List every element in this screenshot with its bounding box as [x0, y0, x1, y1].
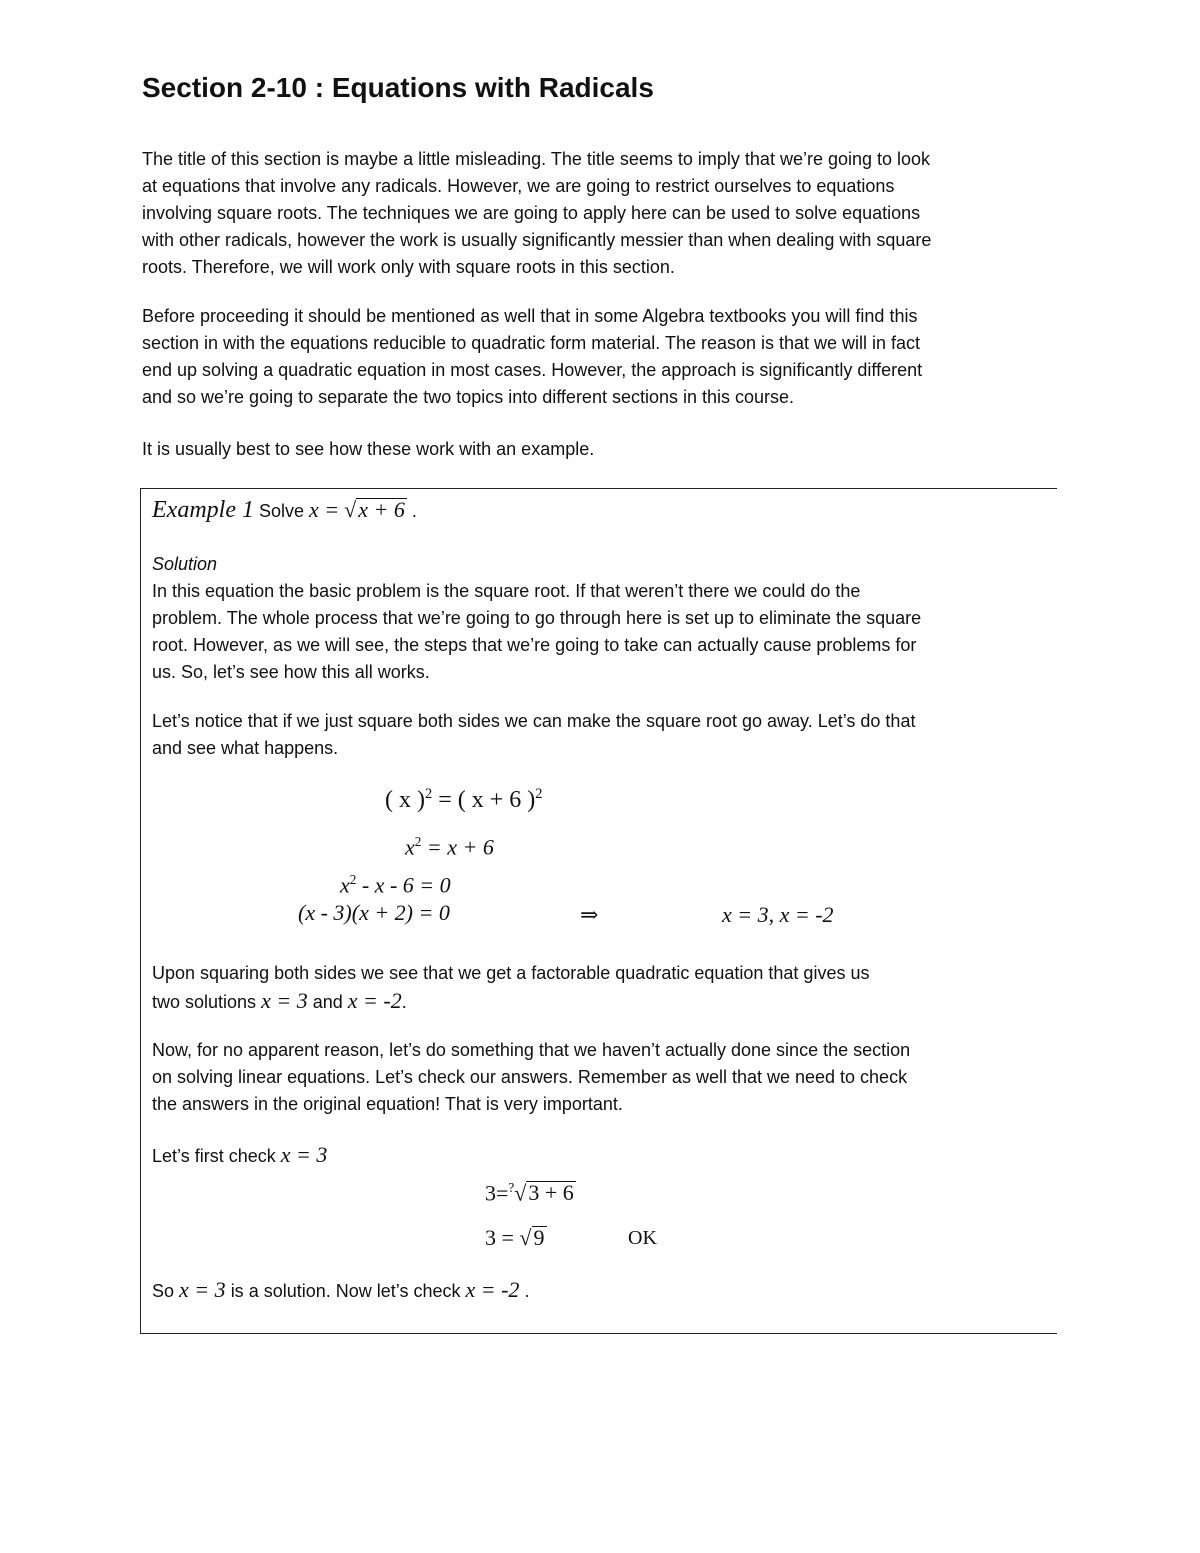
text-line: The title of this section is maybe a little misleading. The title seems to imply that we’re going to look — [142, 149, 931, 169]
solution-paragraph-1 — [152, 578, 1042, 686]
step-4: (x - 3)(x + 2) = 0 — [298, 900, 450, 925]
text-line: section in with the equations reducible to quadratic form material. The reason is that we will in fact — [142, 333, 921, 353]
text-line: Now, for no apparent reason, let’s do something that we haven’t actually done since the section — [152, 1040, 911, 1060]
text-line: us. So, let’s see how this all works. — [152, 662, 430, 682]
text-line: and see what happens. — [152, 738, 339, 758]
text-line: on solving linear equations. Let’s check our answers. Remember as well that we need to check — [152, 1067, 908, 1087]
step-4-result: x = 3, x = -2 — [722, 902, 834, 927]
period: . — [411, 501, 417, 521]
equation-lhs: x = — [309, 497, 340, 522]
equation-radicand: x + 6 — [358, 497, 405, 522]
step-1-right: ( x + 6 ) — [457, 787, 536, 813]
text-line: involving square roots. The techniques we are going to apply here can be used to solve equations — [142, 203, 921, 223]
example-label: Example 1 — [152, 497, 254, 523]
check-ok: OK — [628, 1227, 657, 1249]
step-3-rest: - x - 6 = 0 — [356, 872, 451, 898]
text-line: with other radicals, however the work is usually significantly messier than when dealing with square — [142, 230, 932, 250]
text-line: at equations that involve any radicals. However, we are going to restrict ourselves to equations — [142, 176, 895, 196]
implies-arrow: ⇒ — [580, 902, 599, 927]
solution-paragraph-2 — [152, 708, 1042, 762]
step-3: $x^2 - x - 6 = 0$ — [340, 872, 451, 898]
page-title: Section 2-10 : Equations with Radicals — [142, 72, 654, 103]
step-1: ( x )$^2$ = ( x + 6 )$^2$ — [385, 786, 543, 813]
text-line: Before proceeding it should be mentioned as well that in some Algebra textbooks you will find this — [142, 306, 918, 326]
intro-paragraph-3 — [142, 436, 1062, 463]
text-line: roots. Therefore, we will work only with square roots in this section. — [142, 257, 675, 277]
intro-paragraph-1 — [142, 146, 1062, 281]
step-1-left: ( x ) — [385, 787, 425, 813]
text-line: end up solving a quadratic equation in most cases. However, the approach is significantly different — [142, 360, 923, 380]
step-2: $x^2 = x + 6$ — [405, 834, 494, 860]
text-line: problem. The whole process that we’re going to go through here is set up to eliminate the square — [152, 608, 922, 628]
text-line: Upon squaring both sides we see that we get a factorable quadratic equation that gives us — [152, 963, 870, 983]
final-line: So x = 3 is a solution. Now let’s check x = -2 . — [152, 1277, 530, 1302]
check-line-2: 3 = √9 — [485, 1225, 545, 1250]
step-2-rest: = x + 6 — [421, 834, 494, 860]
example-header: Example 1 Solve x = √x + 6 . — [152, 497, 417, 523]
text-line: In this equation the basic problem is the square root. If that weren’t there we could do the — [152, 581, 861, 601]
intro-paragraph-2 — [142, 303, 1062, 411]
prompt-word: Solve — [258, 501, 305, 521]
check-line-1: 3=?√3 + 6 — [485, 1180, 574, 1206]
text-line: It is usually best to see how these work with an example. — [142, 439, 595, 459]
solution-paragraph-4 — [152, 1037, 1042, 1118]
text-line: and so we’re going to separate the two topics into different sections in this course. — [142, 387, 795, 407]
step-1-equals: = — [438, 787, 452, 813]
solution-heading: Solution — [152, 554, 218, 574]
text-line: root. However, as we will see, the steps that we’re going to take can actually cause problems for — [152, 635, 917, 655]
text-line: Let’s notice that if we just square both sides we can make the square root go away. Let’s do that — [152, 711, 916, 731]
check-first: Let’s first check x = 3 — [152, 1142, 328, 1167]
text-line: the answers in the original equation! That is very important. — [152, 1094, 623, 1114]
solution-paragraph-3: Upon squaring both sides we see that we get a factorable quadratic equation that gives us two solutions x = 3 and x = -2. — [152, 960, 1042, 1016]
